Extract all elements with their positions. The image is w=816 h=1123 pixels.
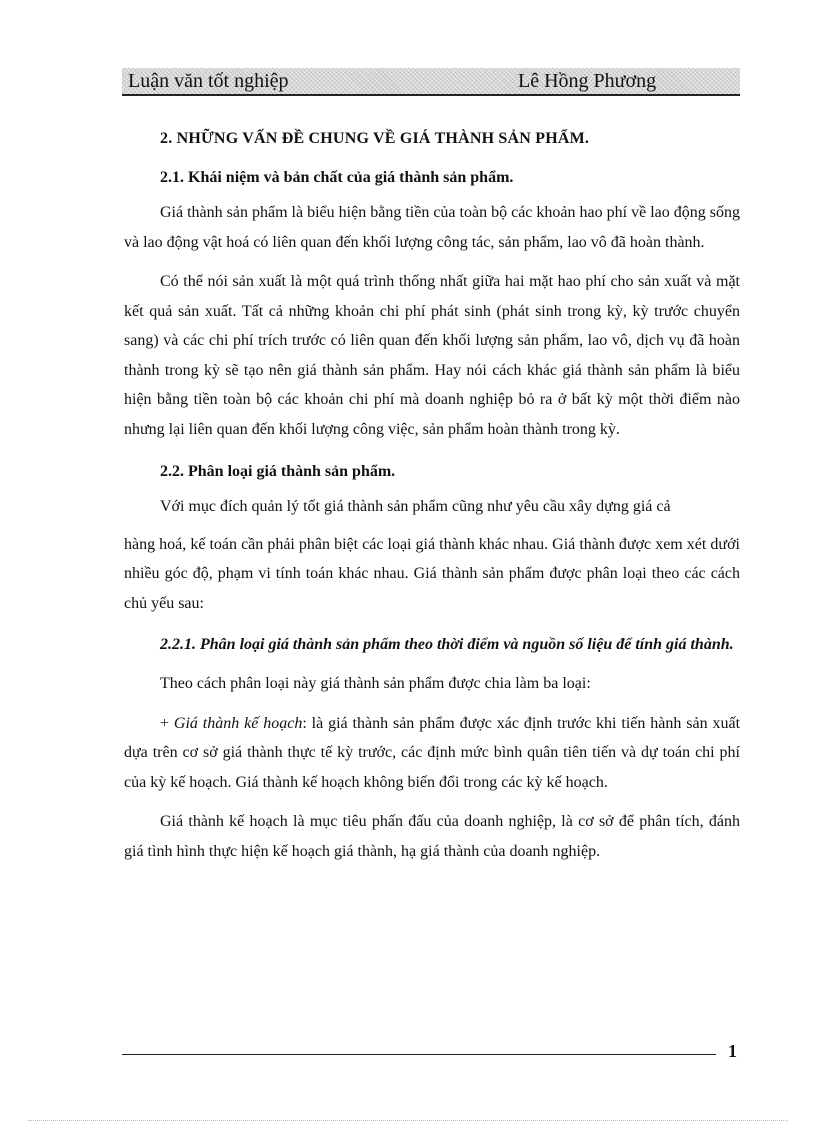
subsection-heading-2-2-1: 2.2.1. Phân loại giá thành sản phẩm theo thời điểm và nguồn số liệu để tính giá thành. (160, 636, 734, 653)
running-header (122, 68, 740, 96)
header-title: Luận văn tốt nghiệp (128, 70, 289, 92)
footer-rule (122, 1054, 716, 1055)
paragraph-definition: Giá thành sản phẩm là biểu hiện bằng tiền của toàn bộ các khoản hao phí về lao động sống và lao động vật hoá có liên quan đến khối lượng công tác, sản phẩm, lao vô đã hoàn thành. (124, 204, 740, 251)
paragraph-planned-cost-goal: Giá thành kế hoạch là mục tiêu phấn đấu của doanh nghiệp, là cơ sở để phân tích, đánh giá tình hình thực hiện kế hoạch giá thành, hạ giá thành của doanh nghiệp. (124, 813, 740, 860)
paragraph-planned-cost (124, 709, 740, 798)
page-number: 1 (728, 1041, 737, 1061)
term-planned-cost: Giá thành kế hoạch (173, 714, 303, 732)
document-body (124, 118, 740, 876)
paragraph-classification-line1: Với mục đích quản lý tốt giá thành sản phẩm cũng như yêu cầu xây dựng giá cả (160, 498, 671, 515)
planned-cost-definition: : là giá thành sản phẩm được xác định trước khi tiến hành sản xuất dựa trên cơ sở giá thành thực tế kỳ trước, các định mức bình quân tiên tiến và dự toán chi phí của kỳ kế hoạch. Giá thành kế hoạch không biến đổi trong các kỳ kế hoạch. (124, 714, 741, 791)
subsection-heading-2-2: 2.2. Phân loại giá thành sản phẩm. (160, 463, 396, 480)
page-bottom-border (28, 1120, 788, 1121)
subsection-heading-2-1: 2.1. Khái niệm và bản chất của giá thành sản phẩm. (160, 169, 514, 186)
paragraph-classification-rest: hàng hoá, kế toán cần phải phân biệt các loại giá thành khác nhau. Giá thành được xem xét dưới nhiều góc độ, phạm vi tính toán khác nhau. Giá thành sản phẩm được phân loại theo các cách chủ yếu sau: (124, 535, 740, 612)
header-author: Lê Hồng Phương (518, 70, 657, 92)
paragraph-three-types: Theo cách phân loại này giá thành sản phẩm được chia làm ba loại: (160, 675, 591, 692)
section-heading: 2. NHỮNG VẤN ĐỀ CHUNG VỀ GIÁ THÀNH SẢN PHẨM. (160, 130, 590, 147)
paragraph-nature: Có thể nói sản xuất là một quá trình thống nhất giữa hai mặt hao phí cho sản xuất và mặt kết quả sản xuất. Tất cả những khoản chi phí phát sinh (phát sinh trong kỳ, kỳ trước chuyển sang) và các chi phí trích trước có liên quan đến khối lượng sản phẩm, lao vô, dịch vụ đã hoàn thành trong kỳ sẽ tạo nên giá thành sản phẩm. Hay nói cách khác giá thành sản phẩm là biểu hiện bằng tiền toàn bộ các khoản chi phí mà doanh nghiệp bỏ ra ở bất kỳ một thời điểm nào nhưng lại liên quan đến khối lượng công việc, sản phẩm hoàn thành trong kỳ. (124, 273, 740, 438)
bullet-prefix: + (160, 714, 174, 732)
